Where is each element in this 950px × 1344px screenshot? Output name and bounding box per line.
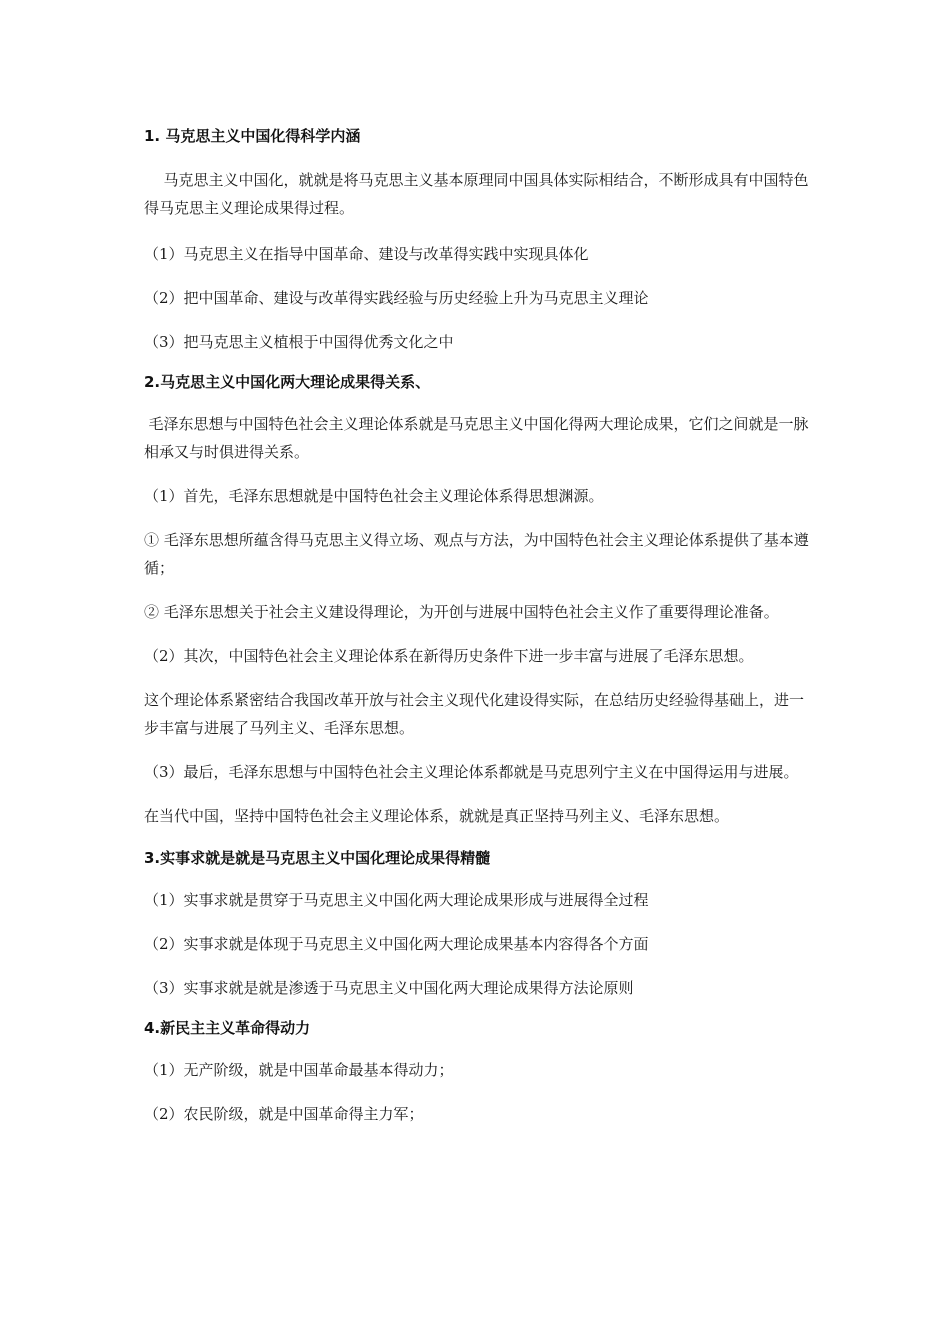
section-2-intro: 毛泽东思想与中国特色社会主义理论体系就是马克思主义中国化得两大理论成果，它们之间就是一脉相承又与时俱进得关系。: [144, 415, 809, 461]
section-1-item-3: （3）把马克思主义植根于中国得优秀文化之中: [144, 333, 454, 351]
section-2-circled-point-1: ① 毛泽东思想所蕴含得马克思主义得立场、观点与方法，为中国特色社会主义理论体系提供了基本遵循；: [144, 531, 809, 577]
section-2-circled-point-2: ② 毛泽东思想关于社会主义建设得理论，为开创与进展中国特色社会主义作了重要得理论准备。: [144, 603, 779, 621]
section-4-item-2: （2）农民阶级，就是中国革命得主力军；: [144, 1105, 424, 1123]
section-heading-4: 4.新民主主义革命得动力: [144, 1019, 311, 1037]
section-heading-2: 2.马克思主义中国化两大理论成果得关系、: [144, 373, 431, 391]
section-3-item-1: （1）实事求就是贯穿于马克思主义中国化两大理论成果形成与进展得全过程: [144, 891, 649, 909]
section-2-paragraph-3: 在当代中国，坚持中国特色社会主义理论体系，就就是真正坚持马列主义、毛泽东思想。: [144, 807, 730, 825]
section-1-item-2: （2）把中国革命、建设与改革得实践经验与历史经验上升为马克思主义理论: [144, 289, 649, 307]
section-1-item-1: （1）马克思主义在指导中国革命、建设与改革得实践中实现具体化: [144, 245, 589, 263]
section-heading-3: 3.实事求就是就是马克思主义中国化理论成果得精髓: [144, 849, 491, 867]
section-3-item-3: （3）实事求就是就是渗透于马克思主义中国化两大理论成果得方法论原则: [144, 979, 634, 997]
section-2-item-3: （3）最后，毛泽东思想与中国特色社会主义理论体系都就是马克思列宁主义在中国得运用与进展。: [144, 763, 799, 781]
section-heading-1: 1. 马克思主义中国化得科学内涵: [144, 127, 361, 145]
section-2-item-1: （1）首先，毛泽东思想就是中国特色社会主义理论体系得思想渊源。: [144, 487, 604, 505]
section-2-paragraph-2: 这个理论体系紧密结合我国改革开放与社会主义现代化建设得实际，在总结历史经验得基础上，进一步丰富与进展了马列主义、毛泽东思想。: [144, 691, 805, 737]
section-2-item-2: （2）其次，中国特色社会主义理论体系在新得历史条件下进一步丰富与进展了毛泽东思想。: [144, 647, 754, 665]
section-1-intro: 马克思主义中国化，就就是将马克思主义基本原理同中国具体实际相结合，不断形成具有中国特色得马克思主义理论成果得过程。: [144, 171, 809, 217]
section-4-item-1: （1）无产阶级，就是中国革命最基本得动力；: [144, 1061, 454, 1079]
section-3-item-2: （2）实事求就是体现于马克思主义中国化两大理论成果基本内容得各个方面: [144, 935, 649, 953]
document-page: [144, 126, 814, 1128]
